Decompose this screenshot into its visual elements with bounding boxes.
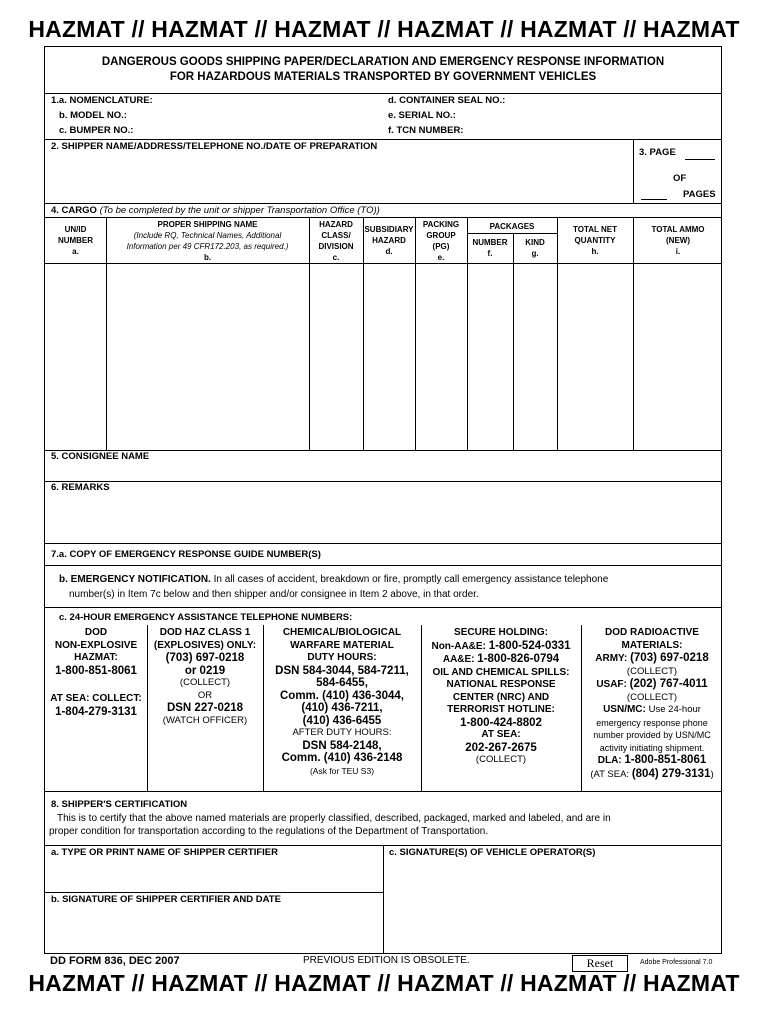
- col-b-line1: PROPER SHIPPING NAME: [157, 220, 258, 229]
- cargo-shipping-name-cell[interactable]: [107, 264, 309, 450]
- cargo-ammo-cell[interactable]: [634, 264, 722, 450]
- model-no-field[interactable]: b. MODEL NO.:: [59, 110, 127, 121]
- col-h-line1: TOTAL NET: [573, 225, 617, 234]
- tcn-number-field[interactable]: f. TCN NUMBER:: [388, 125, 464, 136]
- col2-h2: (EXPLOSIVES) ONLY:: [153, 639, 257, 651]
- col3-h1: CHEMICAL/BIOLOGICAL: [282, 627, 402, 638]
- col-h-line2: QUANTITY: [574, 236, 616, 245]
- cargo-label: [51, 205, 380, 216]
- col5-atsea-phone: (804) 279-3131: [631, 767, 711, 780]
- radioactive-column: [581, 627, 723, 781]
- col-header-kind: [513, 237, 557, 259]
- col5-usn-text4: activity initiating shipment.: [599, 742, 705, 753]
- col4-atsea-phone: 202-267-2675: [465, 741, 537, 754]
- col-header-total-net: [557, 224, 633, 257]
- col5-usn-text2: emergency response phone: [596, 717, 708, 728]
- col-e-line1: PACKING: [422, 220, 460, 229]
- col5-atsea-label: (AT SEA:: [590, 768, 630, 780]
- col-a-line1: UN/ID: [64, 225, 87, 234]
- col-b-letter: b.: [203, 253, 212, 262]
- divider: [45, 481, 721, 482]
- col1-atsea-phone: 1-804-279-3131: [55, 705, 137, 718]
- col5-usaf-label: USAF:: [596, 679, 627, 690]
- col4-nonaae-phone: 1-800-524-0331: [488, 639, 571, 652]
- divider: [45, 607, 721, 608]
- col1-phone: 1-800-851-8061: [55, 664, 137, 677]
- col-header-packing-group: [415, 219, 467, 263]
- col-e-line2: GROUP: [426, 231, 456, 240]
- cargo-kind-cell[interactable]: [514, 264, 557, 450]
- col5-usn-text1: Use 24-hour: [648, 704, 701, 715]
- col-f-line1: NUMBER: [472, 238, 508, 247]
- col-d-line2: HAZARD: [372, 236, 406, 245]
- col5-dla-phone: 1-800-851-8061: [624, 754, 707, 766]
- col-h-letter: h.: [591, 247, 599, 256]
- dod-non-explosive-column: [45, 627, 147, 718]
- col3-h2: WARFARE MATERIAL: [290, 639, 394, 651]
- hazmat-banner-bottom: HAZMAT // HAZMAT // HAZMAT // HAZMAT // HAZMAT // HAZMAT: [28, 970, 740, 996]
- col2-watch: (WATCH OFFICER): [162, 714, 248, 726]
- emergency-numbers-label: c. 24-HOUR EMERGENCY ASSISTANCE TELEPHONE NUMBERS:: [59, 612, 353, 623]
- remarks-field[interactable]: 6. REMARKS: [51, 482, 110, 493]
- col-header-packages: PACKAGES: [489, 222, 535, 231]
- certification-statement: [49, 812, 611, 838]
- col-c-line3: DIVISION: [318, 242, 354, 251]
- col2-or2: OR: [197, 689, 213, 701]
- col2-h1: DOD HAZ CLASS 1: [159, 627, 251, 638]
- col-header-subsidiary-hazard: [363, 224, 415, 257]
- col5-dla-label: DLA:: [597, 755, 622, 766]
- col-f-letter: f.: [487, 249, 493, 258]
- col3-l7: Comm. (410) 436-2148: [281, 752, 403, 764]
- form-title-line2: FOR HAZARDOUS MATERIALS TRANSPORTED BY GOVERNMENT VEHICLES: [169, 71, 597, 83]
- reset-button[interactable]: Reset: [572, 955, 628, 972]
- col5-atsea-close: ): [710, 768, 714, 780]
- form-number: DD FORM 836, DEC 2007: [50, 955, 180, 967]
- col3-l5: (410) 436-6455: [302, 714, 382, 727]
- col1-h2: NON-EXPLOSIVE: [54, 639, 138, 651]
- form-title-line1: DANGEROUS GOODS SHIPPING PAPER/DECLARATION AND EMERGENCY RESPONSE INFORMATION: [101, 56, 665, 68]
- col-b-note2: Information per 49 CFR172.203, as required.): [126, 242, 289, 251]
- cargo-net-quantity-cell[interactable]: [558, 264, 633, 450]
- divider: [45, 203, 721, 204]
- of-label: OF: [673, 173, 687, 184]
- cargo-packing-group-cell[interactable]: [416, 264, 467, 450]
- col-divider: [383, 845, 384, 953]
- col5-army-label: ARMY:: [595, 653, 628, 664]
- col-header-total-ammo: [633, 224, 723, 257]
- col3-h3: DUTY HOURS:: [307, 652, 377, 663]
- shipper-info-field[interactable]: 2. SHIPPER NAME/ADDRESS/TELEPHONE NO./DATE OF PREPARATION: [51, 141, 378, 152]
- form-title: [45, 55, 721, 85]
- shipper-certifier-signature-field[interactable]: b. SIGNATURE OF SHIPPER CERTIFIER AND DATE: [51, 894, 281, 905]
- col5-h2: MATERIALS:: [621, 639, 683, 651]
- col2-collect: (COLLECT): [179, 677, 231, 688]
- col-c-line2: CLASS/: [321, 231, 351, 240]
- divider: [633, 139, 634, 203]
- col4-aae-phone: 1-800-826-0794: [477, 653, 560, 665]
- col-i-line1: TOTAL AMMO: [651, 225, 705, 234]
- certification-text2: proper condition for transportation according to the regulations of the Department of Transportation.: [49, 826, 489, 837]
- col-c-line1: HAZARD: [319, 220, 353, 229]
- col-b-note1: (Include RQ, Technical Names, Additional: [133, 231, 282, 240]
- shipper-certification-label: 8. SHIPPER'S CERTIFICATION: [51, 799, 188, 810]
- packages-divider: [467, 233, 557, 234]
- consignee-name-field[interactable]: 5. CONSIGNEE NAME: [51, 451, 150, 462]
- erg-number-field[interactable]: 7.a. COPY OF EMERGENCY RESPONSE GUIDE NUMBER(S): [51, 549, 321, 560]
- cargo-un-id-cell[interactable]: [45, 264, 106, 450]
- col5-collect1: (COLLECT): [626, 665, 678, 677]
- col-g-letter: g.: [531, 249, 539, 258]
- col4-h2: OIL AND CHEMICAL SPILLS:: [432, 666, 570, 678]
- col4-collect: (COLLECT): [475, 754, 527, 765]
- col5-usn-text3: number provided by USN/MC: [593, 730, 711, 740]
- serial-no-field[interactable]: e. SERIAL NO.:: [388, 110, 456, 121]
- col-header-number: [467, 237, 513, 259]
- col5-collect2: (COLLECT): [626, 691, 678, 703]
- col-e-line3: (PG): [432, 242, 450, 251]
- col-d-line1: SUBSIDIARY: [364, 225, 414, 234]
- divider: [45, 892, 383, 893]
- cargo-label-text: 4. CARGO: [51, 205, 97, 216]
- cargo-subsidiary-cell[interactable]: [364, 264, 415, 450]
- vehicle-operator-signature-field[interactable]: c. SIGNATURE(S) OF VEHICLE OPERATOR(S): [389, 847, 596, 858]
- col3-l3: Comm. (410) 436-3044,: [279, 689, 404, 702]
- page-number-input[interactable]: [685, 159, 715, 160]
- certification-text1: This is to certify that the above named materials are properly classified, described, packaged, marked and labeled, and are in: [57, 813, 611, 824]
- cargo-hazard-class-cell[interactable]: [310, 264, 363, 450]
- divider: [45, 139, 721, 140]
- chem-bio-column: [263, 627, 421, 777]
- col2-or1: or 0219: [184, 664, 226, 677]
- col4-h1: SECURE HOLDING:: [454, 627, 548, 638]
- col4-h4: CENTER (NRC) AND: [452, 691, 550, 703]
- col1-h3: HAZMAT:: [74, 652, 118, 663]
- divider: [45, 791, 721, 792]
- page-label: 3. PAGE: [639, 147, 676, 158]
- col-a-line2: NUMBER: [57, 236, 94, 245]
- col1-h1: DOD: [84, 627, 108, 638]
- col-header-hazard-class: [309, 219, 363, 263]
- emergency-notification-label: b. EMERGENCY NOTIFICATION.: [59, 574, 211, 585]
- col5-army-phone: (703) 697-0218: [630, 652, 709, 664]
- divider: [45, 217, 721, 218]
- col4-atsea: AT SEA:: [481, 729, 521, 740]
- col-i-letter: i.: [675, 247, 681, 256]
- col-c-letter: c.: [332, 253, 340, 262]
- col-d-letter: d.: [385, 247, 393, 256]
- col5-h1: DOD RADIOACTIVE: [605, 627, 699, 638]
- col-i-line2: (NEW): [666, 236, 690, 245]
- col-e-letter: e.: [437, 253, 445, 262]
- col4-h3: NATIONAL RESPONSE: [446, 679, 556, 690]
- emergency-notification-text2: number(s) in Item 7c below and then shipper and/or consignee in Item 2 above, in that order.: [69, 589, 479, 600]
- col2-phone1: (703) 697-0218: [165, 652, 245, 664]
- col3-l2: 584-6455,: [316, 677, 368, 689]
- emergency-notification-text1: In all cases of accident, breakdown or fire, promptly call emergency assistance telephone: [213, 574, 609, 585]
- col4-nonaae-label: Non-AA&E:: [431, 640, 486, 652]
- previous-edition-note: PREVIOUS EDITION IS OBSOLETE.: [303, 955, 470, 966]
- nomenclature-field[interactable]: 1.a. NOMENCLATURE:: [51, 95, 153, 106]
- cargo-number-cell[interactable]: [468, 264, 513, 450]
- col-header-un-id: [45, 224, 106, 257]
- col3-after: AFTER DUTY HOURS:: [292, 727, 392, 738]
- col3-ask: (Ask for TEU S3): [309, 765, 375, 776]
- col-g-line1: KIND: [525, 238, 545, 247]
- adobe-version: Adobe Professional 7.0: [640, 959, 713, 966]
- col1-atsea: AT SEA: COLLECT:: [50, 693, 142, 704]
- total-pages-input[interactable]: [641, 199, 667, 200]
- emergency-notification: [59, 572, 608, 602]
- col3-l4: (410) 436-7211,: [301, 702, 383, 714]
- hazmat-banner-top: HAZMAT // HAZMAT // HAZMAT // HAZMAT // HAZMAT // HAZMAT: [28, 16, 740, 42]
- col-header-shipping-name: [106, 219, 309, 263]
- col3-l1: DSN 584-3044, 584-7211,: [275, 664, 409, 677]
- col4-phone: 1-800-424-8802: [460, 716, 542, 729]
- page-number-label: [639, 147, 676, 158]
- col2-dsn: DSN 227-0218: [166, 702, 244, 714]
- pages-label: PAGES: [683, 189, 716, 200]
- cargo-note: (To be completed by the unit or shipper Transportation Office (TO)): [99, 205, 380, 216]
- divider: [45, 543, 721, 544]
- col3-l6: DSN 584-2148,: [302, 739, 382, 752]
- col4-aae-label: AA&E:: [442, 654, 475, 665]
- col5-usaf-phone: (202) 767-4011: [629, 678, 708, 690]
- col4-h5: TERRORIST HOTLINE:: [447, 704, 555, 715]
- col-a-letter: a.: [72, 247, 79, 256]
- col5-usn-label: USN/MC:: [603, 704, 646, 715]
- shipper-certifier-name-field[interactable]: a. TYPE OR PRINT NAME OF SHIPPER CERTIFIER: [51, 847, 278, 858]
- divider: [45, 93, 721, 94]
- container-seal-field[interactable]: d. CONTAINER SEAL NO.:: [388, 95, 506, 106]
- dd-form-836: [44, 46, 722, 954]
- bumper-no-field[interactable]: c. BUMPER NO.:: [59, 125, 134, 136]
- divider: [45, 565, 721, 566]
- dod-explosives-column: [147, 627, 263, 727]
- secure-holding-column: [421, 627, 581, 767]
